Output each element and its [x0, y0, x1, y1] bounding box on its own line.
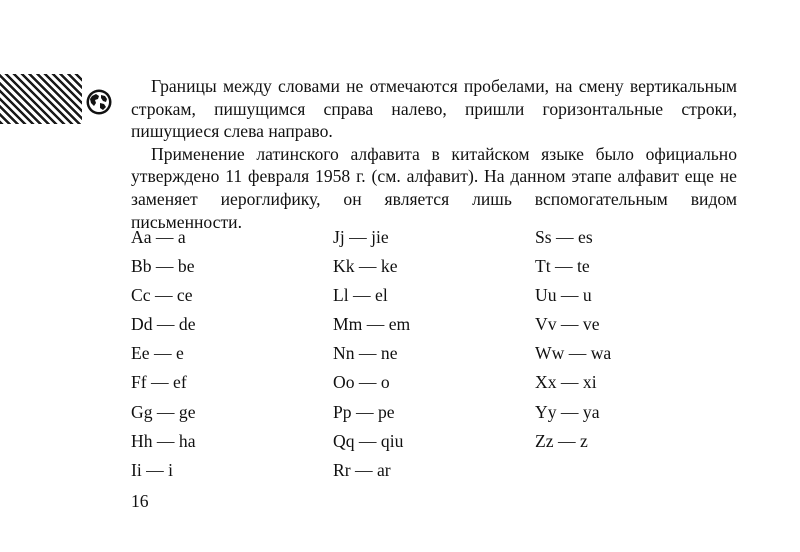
hatched-margin-decoration	[0, 74, 82, 124]
alphabet-entry: Ll — el	[333, 285, 388, 306]
alphabet-entry: Nn — ne	[333, 343, 398, 364]
latin-alphabet-table	[131, 227, 691, 489]
alphabet-entry: Rr — ar	[333, 459, 391, 480]
alphabet-entry: Jj — jie	[333, 227, 389, 247]
alphabet-entry	[535, 460, 691, 489]
alphabet-entry: Ee — e	[131, 343, 184, 364]
alphabet-entry: Cc — ce	[131, 285, 193, 306]
body-text	[131, 75, 737, 233]
globe-icon	[86, 89, 112, 115]
alphabet-entry: Ff — ef	[131, 372, 187, 393]
alphabet-entry: Vv — ve	[535, 314, 600, 335]
alphabet-entry: Gg — ge	[131, 401, 196, 422]
alphabet-entry: Ww — wa	[535, 343, 612, 364]
alphabet-entry: Zz — z	[535, 430, 588, 451]
alphabet-entry: Ii — i	[131, 459, 174, 480]
paragraph-2: Применение латинского алфавита в китайском языке было официально утверждено 11 февраля 1958 г. (см. алфавит). На данном этапе алфавит еще не заменяет иероглифику, он является лишь вспомогательным видом письменности.	[131, 143, 737, 232]
alphabet-entry: Dd — de	[131, 314, 196, 335]
alphabet-entry: Xx — xi	[535, 372, 597, 393]
alphabet-entry: Ss — es	[535, 227, 593, 247]
alphabet-entry: Yy — ya	[535, 401, 600, 422]
paragraph-1: Границы между словами не отмечаются пробелами, на смену вертикальным строкам, пишущимся справа налево, пришли горизонтальные строки, пишущиеся слева направо.	[131, 76, 737, 142]
alphabet-entry: Kk — ke	[333, 256, 398, 277]
alphabet-entry: Aa — a	[131, 227, 186, 247]
alphabet-entry: Bb — be	[131, 256, 195, 277]
alphabet-entry: Uu — u	[535, 285, 592, 306]
page-number: 16	[131, 491, 149, 511]
alphabet-entry: Hh — ha	[131, 430, 196, 451]
alphabet-entry: Oo — o	[333, 372, 390, 393]
alphabet-entry: Qq — qiu	[333, 430, 404, 451]
alphabet-entry: Pp — pe	[333, 401, 395, 422]
alphabet-entry: Tt — te	[535, 256, 590, 277]
alphabet-entry: Mm — em	[333, 314, 411, 335]
